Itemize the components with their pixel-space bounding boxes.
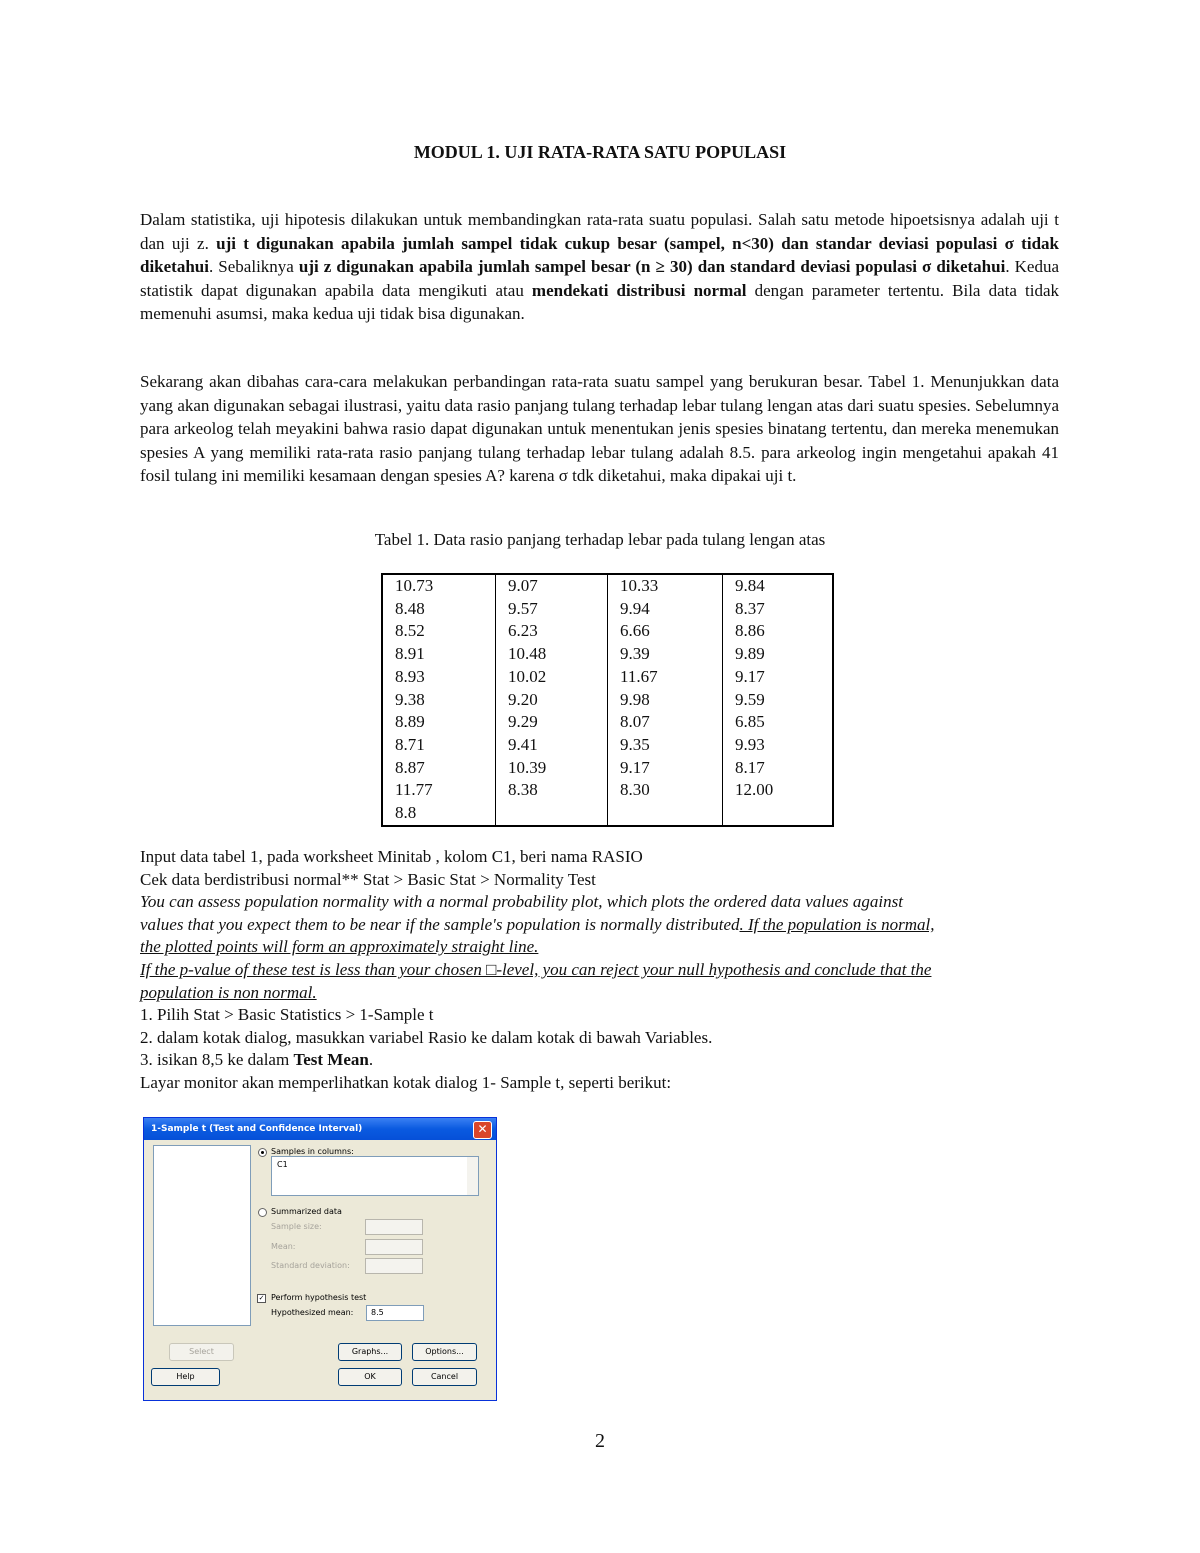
- table-cell: 9.17: [620, 757, 650, 777]
- table-cell: 9.98: [620, 689, 650, 709]
- table-cell: 8.91: [395, 644, 425, 664]
- table-cell: 8.89: [395, 712, 425, 732]
- table-cell: 6.23: [508, 621, 538, 641]
- columns-scrollbar[interactable]: [467, 1157, 478, 1195]
- intro-bold-3: mendekati distribusi normal: [531, 280, 747, 300]
- step-text: .: [368, 1050, 374, 1070]
- step-bold: Test Mean: [293, 1050, 369, 1070]
- table-cell: 8.30: [620, 780, 650, 800]
- help-button[interactable]: Help: [151, 1368, 220, 1386]
- mean-label: Mean:: [271, 1242, 296, 1251]
- table-cell: 11.67: [620, 666, 658, 686]
- one-sample-t-dialog: [143, 1117, 497, 1401]
- table-cell: 8.38: [508, 780, 538, 800]
- close-icon[interactable]: ✕: [473, 1121, 492, 1139]
- graphs-button[interactable]: Graphs...: [338, 1343, 402, 1361]
- select-button[interactable]: Select: [169, 1343, 234, 1361]
- hypothesized-mean-label: Hypothesized mean:: [271, 1308, 354, 1317]
- table-row: [382, 574, 833, 826]
- table-cell: 8.48: [395, 598, 425, 618]
- table-cell: 9.89: [735, 644, 765, 664]
- table-cell: 9.84: [735, 576, 765, 595]
- sample-size-label: Sample size:: [271, 1222, 322, 1231]
- intro-text-1: Dalam statistika, uji hipotesis dilakukan untuk membandingkan rata-rata suatu populasi. Salah satu metode hipoetsisnya adalah uji t dan uji z.: [140, 210, 1059, 253]
- intro-text-3: . Kedua statistik dapat digunakan apabila data mengikuti atau: [140, 257, 1059, 300]
- table-cell: 11.77: [395, 780, 433, 800]
- table-cell: 9.41: [508, 734, 538, 754]
- columns-value: C1: [277, 1160, 288, 1169]
- columns-input[interactable]: [271, 1156, 479, 1196]
- instruction-line: Input data tabel 1, pada worksheet Minitab , kolom C1, beri nama RASIO: [140, 847, 643, 866]
- summarized-radio[interactable]: [258, 1208, 267, 1217]
- data-table: [381, 573, 834, 827]
- dialog-title: 1-Sample t (Test and Confidence Interval): [151, 1124, 363, 1134]
- table-cell: 8.87: [395, 757, 425, 777]
- note-line: [140, 914, 1070, 937]
- page-title: MODUL 1. UJI RATA-RATA SATU POPULASI: [413, 142, 787, 162]
- intro-text-4: dengan parameter tertentu. Bila data tidak memenuhi asumsi, maka kedua uji tidak bisa digunakan.: [140, 280, 1059, 323]
- table-cell: 8.37: [735, 598, 765, 618]
- cancel-button[interactable]: Cancel: [412, 1368, 477, 1386]
- note-line: the plotted points will form an approximately straight line.: [140, 937, 539, 957]
- table-cell: 9.94: [620, 598, 650, 618]
- table-cell: 12.00: [735, 780, 774, 800]
- instruction-line: Cek data berdistribusi normal** Stat > Basic Stat > Normality Test: [140, 869, 596, 889]
- table-column-3: [608, 574, 723, 826]
- table-cell: 8.17: [735, 757, 765, 777]
- dialog-titlebar: [144, 1118, 496, 1140]
- step-line: [140, 1049, 1070, 1072]
- table-cell: 8.52: [395, 621, 425, 641]
- table-cell: 10.48: [508, 644, 547, 664]
- table-cell: 8.07: [620, 712, 650, 732]
- table-column-1: [382, 574, 496, 826]
- ok-button[interactable]: OK: [338, 1368, 402, 1386]
- table-cell: 9.38: [395, 689, 425, 709]
- samples-radio[interactable]: [258, 1148, 267, 1157]
- table-cell: 8.86: [735, 621, 765, 641]
- table-cell: 10.73: [395, 576, 434, 595]
- std-dev-input[interactable]: [365, 1258, 423, 1274]
- samples-label: Samples in columns:: [271, 1147, 354, 1156]
- step-line: 2. dalam kotak dialog, masukkan variabel Rasio ke dalam kotak di bawah Variables.: [140, 1027, 713, 1047]
- table-cell: 6.66: [620, 621, 650, 641]
- perform-test-checkbox[interactable]: ✓: [258, 1294, 265, 1302]
- table-cell: 9.07: [508, 576, 538, 595]
- note-underlined: . If the population is normal,: [739, 914, 935, 934]
- table-cell: 9.93: [735, 734, 765, 754]
- hypothesized-mean-input[interactable]: [366, 1305, 424, 1321]
- table-cell: 10.02: [508, 666, 547, 686]
- table-caption: Tabel 1. Data rasio panjang terhadap lebar pada tulang lengan atas: [374, 530, 826, 549]
- intro-bold-2: uji z digunakan apabila jumlah sampel besar (n ≥ 30) dan standard deviasi populasi σ diketahui: [298, 257, 1006, 276]
- perform-test-label: Perform hypothesis test: [271, 1293, 367, 1302]
- table-column-2: [496, 574, 608, 826]
- note-line: If the p-value of these test is less than your chosen □-level, you can reject your null hypothesis and conclude that the: [140, 959, 932, 979]
- intro-bold-1: uji t digunakan apabila jumlah sampel tidak cukup besar (sampel, n<30) dan standar deviasi populasi σ tidak diketahui: [140, 233, 1059, 276]
- table-cell: 10.39: [508, 757, 547, 777]
- note-line: You can assess population normality with a normal probability plot, which plots the ordered data values against: [140, 892, 903, 912]
- table-cell: 9.57: [508, 598, 538, 618]
- step-text: 3. isikan 8,5 ke dalam: [140, 1050, 294, 1070]
- table-cell: 9.29: [508, 712, 538, 732]
- mean-input[interactable]: [365, 1239, 423, 1255]
- options-button[interactable]: Options...: [412, 1343, 477, 1361]
- table-cell: 9.17: [735, 666, 765, 686]
- sample-size-input[interactable]: [365, 1219, 423, 1235]
- hypothesized-mean-value: 8.5: [371, 1308, 384, 1317]
- intro-text-2: . Sebaliknya: [208, 257, 299, 276]
- step-line: Layar monitor akan memperlihatkan kotak dialog 1- Sample t, seperti berikut:: [140, 1072, 672, 1092]
- step-line: 1. Pilih Stat > Basic Statistics > 1-Sample t: [140, 1005, 434, 1025]
- page-number: 2: [595, 1430, 605, 1452]
- table-cell: 8.8: [395, 803, 417, 823]
- intro-paragraph: [140, 208, 1059, 326]
- instructions: [140, 846, 1070, 1095]
- variables-list[interactable]: [153, 1145, 251, 1326]
- std-dev-label: Standard deviation:: [271, 1261, 350, 1270]
- table-cell: 6.85: [735, 712, 765, 732]
- table-cell: 9.59: [735, 689, 765, 709]
- table-cell: 9.20: [508, 689, 538, 709]
- table-column-4: [723, 574, 834, 826]
- summarized-label: Summarized data: [271, 1207, 342, 1216]
- table-cell: 9.35: [620, 734, 650, 754]
- table-cell: 8.93: [395, 666, 425, 686]
- table-cell: 10.33: [620, 576, 659, 595]
- context-paragraph: Sekarang akan dibahas cara-cara melakukan perbandingan rata-rata suatu sampel yang berukuran besar. Tabel 1. Menunjukkan data yang akan digunakan sebagai ilustrasi, yaitu data rasio panjang tulang terhadap lebar tulang lengan atas dari suatu spesies. Sebelumnya para arkeolog telah meyakini bahwa rasio dapat digunakan untuk menentukan jenis spesies binatang tertentu, dan mereka menemukan spesies A yang memiliki rata-rata rasio panjang tulang terhadap lebar tulang adalah 8.5. para arkeolog ingin mengetahui apakah 41 fosil tulang ini memiliki kesamaan dengan spesies A? karena σ tdk diketahui, maka dipakai uji t.: [140, 372, 1059, 485]
- table-cell: 9.39: [620, 644, 650, 664]
- note-text: values that you expect them to be near if the sample's population is normally distributed: [140, 914, 740, 934]
- table-cell: 8.71: [395, 734, 425, 754]
- note-line: population is non normal.: [140, 982, 317, 1002]
